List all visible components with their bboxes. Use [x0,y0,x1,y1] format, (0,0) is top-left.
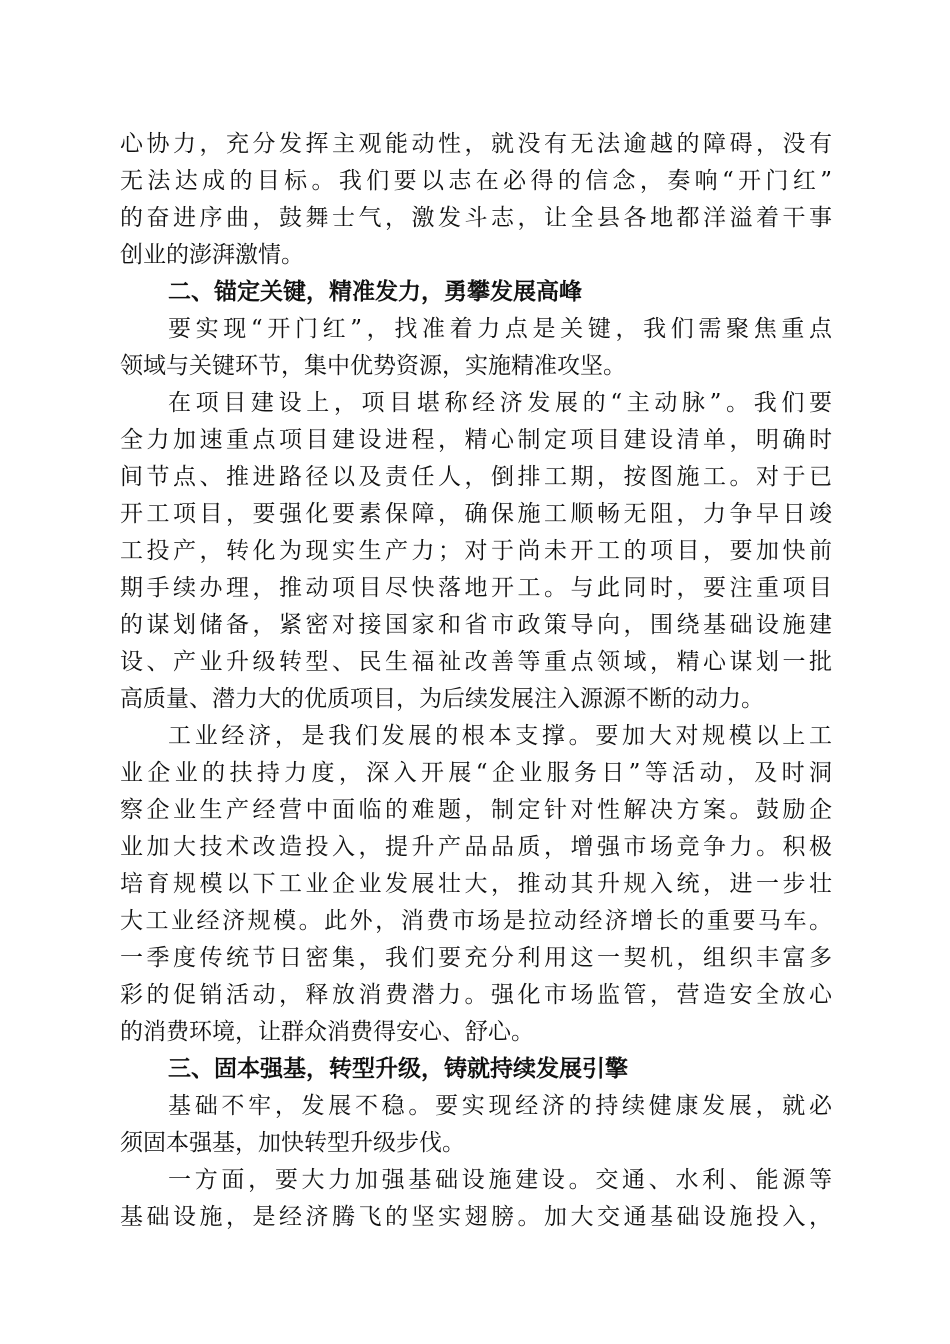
text-line: 须固本强基，加快转型升级步伐。 [120,1130,465,1156]
text-line: 领域与关键环节，集中优势资源，实施精准攻坚。 [120,353,626,379]
text-line: 要实现“开门红”，找准着力点是关键，我们需聚焦重点 [168,316,832,342]
section-heading: 二、锚定关键，精准发力，勇攀发展高峰 [168,279,582,305]
text-line: 无法达成的目标。我们要以志在必得的信念，奏响“开门红” [120,168,832,194]
paragraph [120,1088,832,1162]
text-line: 开工项目，要强化要素保障，确保施工顺畅无阻，力争早日竣 [120,501,832,527]
text-line: 业企业的扶持力度，深入开展“企业服务日”等活动，及时洞 [120,760,832,786]
text-line: 工业经济，是我们发展的根本支撑。要加大对规模以上工 [168,723,832,749]
text-line: 工投产，转化为现实生产力；对于尚未开工的项目，要加快前 [120,538,832,564]
text-line: 培育规模以下工业企业发展壮大，推动其升规入统，进一步壮 [120,871,832,897]
text-line: 心协力，充分发挥主观能动性，就没有无法逾越的障碍，没有 [120,131,832,157]
text-line: 基础设施，是经济腾飞的坚实翅膀。加大交通基础设施投入， [120,1204,832,1230]
paragraph [120,311,832,385]
text-line: 察企业生产经营中面临的难题，制定针对性解决方案。鼓励企 [120,797,832,823]
text-line: 一季度传统节日密集，我们要充分利用这一契机，组织丰富多 [120,945,832,971]
text-line: 期手续办理，推动项目尽快落地开工。与此同时，要注重项目 [120,575,832,601]
text-line: 大工业经济规模。此外，消费市场是拉动经济增长的重要马车。 [120,908,832,934]
text-line: 业加大技术改造投入，提升产品品质，增强市场竞争力。积极 [120,834,832,860]
paragraph [120,126,832,274]
text-line: 的消费环境，让群众消费得安心、舒心。 [120,1019,534,1045]
text-line: 全力加速重点项目建设进程，精心制定项目建设清单，明确时 [120,427,832,453]
text-line: 设、产业升级转型、民生福祉改善等重点领域，精心谋划一批 [120,649,832,675]
text-line: 彩的促销活动，释放消费潜力。强化市场监管，营造安全放心 [120,982,832,1008]
paragraph [120,718,832,1051]
text-line: 的奋进序曲，鼓舞士气，激发斗志，让全县各地都洋溢着干事 [120,205,832,231]
text-line: 一方面，要大力加强基础设施建设。交通、水利、能源等 [168,1167,832,1193]
text-line: 的谋划储备，紧密对接国家和省市政策导向，围绕基础设施建 [120,612,832,638]
text-line: 高质量、潜力大的优质项目，为后续发展注入源源不断的动力。 [120,686,764,712]
text-line: 创业的澎湃激情。 [120,242,304,268]
document-page [120,126,832,1236]
text-line: 在项目建设上，项目堪称经济发展的“主动脉”。我们要 [168,390,832,416]
section-heading: 三、固本强基，转型升级，铸就持续发展引擎 [168,1056,628,1082]
paragraph [120,385,832,718]
paragraph [120,1162,832,1236]
text-line: 基础不牢，发展不稳。要实现经济的持续健康发展，就必 [168,1093,832,1119]
text-line: 间节点、推进路径以及责任人，倒排工期，按图施工。对于已 [120,464,832,490]
